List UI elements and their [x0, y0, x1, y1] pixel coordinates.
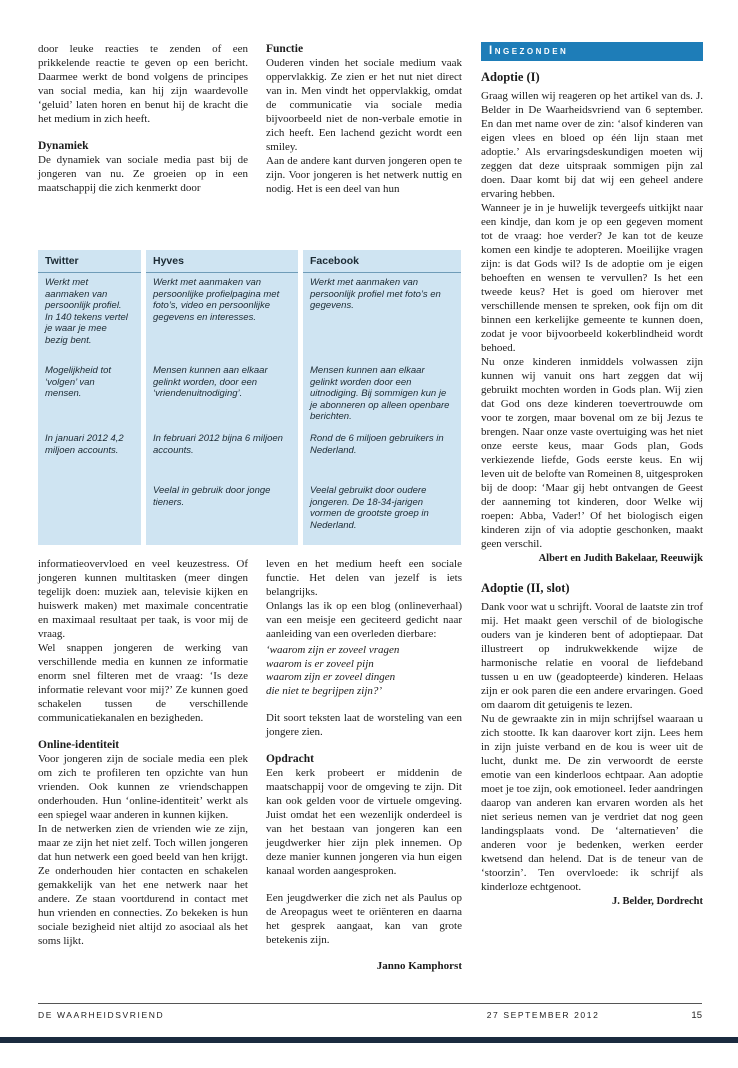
- table-cell-facebook-connect: Mensen kunnen aan elkaar gelinkt worden door een uitnodiging. Bij sommigen kun je je abonneren op alleen openbare berichten.: [303, 361, 461, 429]
- article-paragraph: door leuke reacties te zenden of een prikkelende reactie te geven op een bericht. Daarmee werkt de bond volgens de principes van social media, kan hij zijn waardevolle ‘geluid’ laten horen en benut hij de kracht die het medium in zich heeft.: [38, 43, 248, 125]
- section-heading-online-identiteit: Online-identiteit: [38, 739, 120, 751]
- footer-magazine-name: DE WAARHEIDSVRIEND: [38, 1010, 165, 1020]
- letter-adoptie-2: [481, 581, 703, 907]
- poem-line: ‘waarom zijn er zoveel vragen: [266, 644, 400, 656]
- letter-paragraph: Nu de gewraakte zin in mijn schrijfsel waaraan u zich stootte. Ik kan daarover kort zijn. Lees hem in zijn juiste verband en de kou is weer uit de lucht, dunkt me. De zin verwoordt de eerste emotie van een kinderloos echtpaar. Aan adoptie moet je toe zijn, ook emotioneel. Ieder aandringen daarop van anderen kan ervaren worden als het niet serieus nemen van je verdriet dat nog geen landingsplaats vond. De ‘alternatieven’ die anderen voor je bedenken, werken eerder kwetsend dan helend. Dat is de teneur van de ‘stoorzin’. Ten overvloede: ik schrijf als kinderloze echtgenoot.: [481, 713, 703, 893]
- article-paragraph: In de netwerken zien de vrienden wie ze zijn, maar ze zijn het niet zelf. Toch willen jongeren dat hun netwerk een goed beeld van hen krijgt. Ze onderhouden hier contacten en schakelen gemakkelijk van het ene netwerk naar het andere. Ze staan voortdurend in contact met hun vrienden en connecties. Zo bekeken is hun sociale bezigheid niet altijd zo asociaal als het soms lijkt.: [38, 823, 248, 947]
- ingezonden-section-label: Ingezonden: [489, 45, 569, 57]
- page-footer: [38, 1010, 702, 1021]
- table-cell-hyves-connect: Mensen kunnen aan elkaar gelinkt worden, door een ‘vriendenuitnodiging’.: [146, 361, 298, 429]
- letters-column: [481, 42, 703, 907]
- letter-paragraph: Dank voor wat u schrijft. Vooral de laatste zin trof mij. Het maakt geen verschil of de biologische ouders van je kinderen bent of adoptiepaar. Dat illustreert op indrukwekkende wijze de harmonische relatie en vooral de liefdeband tussen u en uw (geadopteerde) kinderen. Helaas zijn er ook paren die een andere ervaringen. Goed om daarom dit getuigenis te lezen.: [481, 601, 703, 711]
- article-paragraph: Onlangs las ik op een blog (onlineverhaal) van een meisje een geciteerd gedicht naar aanleiding van een overleden dierbare:: [266, 600, 462, 640]
- letter-paragraph: Graag willen wij reageren op het artikel van ds. J. Belder in De Waarheidsvriend van 6 september. En dan met name over de zin: ‘alsof kinderen van eigen vlees en bloed op één lijn staan met adoptie.’ Als ervaringsdeskundigen moeten wij zeggen dat deze uitspraak sommigen pijn zal doen. Daar komt bij dat wij een geheel andere ervaring hebben.: [481, 90, 703, 200]
- article-column-left-lower: [38, 557, 248, 972]
- article-paragraph: Een jeugdwerker die zich net als Paulus op de Areopagus weet te oriënteren en daarna het gesprek aangaat, kan van grote betekenis zijn.: [266, 892, 462, 946]
- letter-title: Adoptie (I): [481, 70, 540, 84]
- poem-line: die niet te begrijpen zijn?’: [266, 684, 383, 697]
- letter-title: Adoptie (II, slot): [481, 581, 570, 595]
- quoted-poem: [266, 644, 462, 698]
- table-header-twitter: Twitter: [38, 250, 141, 273]
- table-header-hyves: Hyves: [146, 250, 298, 273]
- article-paragraph: Aan de andere kant durven jongeren open te zijn. Voor jongeren is het netwerk nuttig en nodig. Het is een deel van hun: [266, 155, 462, 195]
- table-cell-hyves-accounts: In februari 2012 bijna 6 miljoen accounts.: [146, 429, 298, 481]
- letter-signature: J. Belder, Dordrecht: [612, 896, 703, 907]
- article-paragraph: informatieovervloed en veel keuzestress. Of jongeren kunnen multitasken (meer dingen tegelijk doen: muziek aan, televisie kijken en huiswerk maken) met maximale concentratie en maximaal resultaat per taak, is voor mij de vraag.: [38, 558, 248, 640]
- table-cell-twitter-accounts: In januari 2012 4,2 miljoen accounts.: [38, 429, 141, 481]
- article-paragraph: Dit soort teksten laat de worsteling van een jongere zien.: [266, 712, 462, 738]
- table-cell-facebook-profile: Werkt met aanmaken van persoonlijk profiel met foto’s en gegevens.: [303, 273, 461, 361]
- footer-page-number: 15: [691, 1010, 702, 1021]
- article-paragraph: Ouderen vinden het sociale medium vaak oppervlakkig. Ze zien er het nut niet direct van in. Men vindt het oppervlakkig, omdat de communicatie via sociale media bijvoorbeeld niet de non-verbale emotie in zich heeft. Een lachend gezicht wordt een smiley.: [266, 57, 462, 153]
- section-heading-opdracht: Opdracht: [266, 753, 314, 765]
- ingezonden-section-header: [481, 42, 703, 61]
- table-cell-twitter-connect: Mogelijkheid tot ‘volgen’ van mensen.: [38, 361, 141, 429]
- article-paragraph: Voor jongeren zijn de sociale media een plek om zich te profileren ten opzichte van hun vrienden. Ook kunnen ze vriendschappen onderhouden. Hun ‘online-identiteit’ werkt als een spiegel waar anderen in kunnen kijken.: [38, 753, 248, 821]
- article-paragraph: Een kerk probeert er middenin de maatschappij voor de omgeving te zijn. Dit kan ook gelden voor de virtuele omgeving. Juist omdat het een wezenlijk onderdeel is van het bestaan van jongeren kan een jeugdwerker hier zijn plek innemen. Op deze manier kunnen jongeren via hun eigen kanaal worden aangesproken.: [266, 767, 462, 877]
- footer-divider-rule: [38, 1003, 702, 1004]
- article-paragraph: De dynamiek van sociale media past bij de jongeren van nu. Ze groeien op in een maatschappij die zich kenmerkt door: [38, 154, 248, 194]
- article-author: Janno Kamphorst: [376, 960, 462, 972]
- article-column-middle-lower: [266, 557, 462, 972]
- article-paragraph: leven en het medium heeft een sociale functie. Het delen van jezelf is iets belangrijks.: [266, 558, 462, 598]
- section-heading-functie: Functie: [266, 43, 304, 55]
- article-column-left: [38, 42, 248, 240]
- footer-date: 27 SEPTEMBER 2012: [486, 1010, 600, 1020]
- table-cell-hyves-users: Veelal in gebruik door jonge tieners.: [146, 481, 298, 545]
- table-cell-facebook-accounts: Rond de 6 miljoen gebruikers in Nederland.: [303, 429, 461, 481]
- article-column-middle: [266, 42, 462, 240]
- social-media-comparison-table: [38, 250, 462, 545]
- letter-paragraph: Wanneer je in je huwelijk tevergeefs uitkijkt naar een kindje, dan kom je op een gegeven moment tot de vraag: hoe verder? Je kan tot de keuze komen een kindje te adopteren. Moeilijke vragen zijn: is dat Gods wil? Is de adoptie om je eigen behoeften en wensen te vervullen? Is het een tweede keus? Het is goed om hierover met verschillende mensen te spreken, ook fijn om dit binnen een kerkelijke gemeente te kunnen doen, zodat je voor bijvoorbeeld kokerblindheid wordt behoed.: [481, 202, 703, 354]
- table-cell-facebook-users: Veelal gebruikt door oudere jongeren. De 18-34-jarigen vormen de grootste groep in Nederland.: [303, 481, 461, 545]
- section-heading-dynamiek: Dynamiek: [38, 140, 89, 152]
- letter-paragraph: Nu onze kinderen inmiddels volwassen zijn kunnen wij vanuit ons hart zeggen dat wij gebruikt mochten worden in Gods plan. Wij zien dat God ons deze kinderen toevertrouwde om voor te zorgen, maar bovenal om ze bij Jezus te brengen. Naar onze vaste overtuiging was het niet onze eerste keus, maar Gods plan, Gods verkiezende liefde, Gods eerste keus. En wij leven uit de belofte van Romeinen 8, uitgesproken bij de doop: ‘Maar gij hebt ontvangen de Geest der aanneming tot kinderen, door Welke wij roepen: Abba, Vader!’ Of het biologisch eigen kinderen zijn of via adoptie geschonken, maakt geen verschil.: [481, 356, 703, 550]
- article-area: [38, 42, 462, 972]
- letter-signature: Albert en Judith Bakelaar, Reeuwijk: [538, 553, 703, 564]
- poem-line: waarom zijn er zoveel dingen: [266, 671, 396, 683]
- table-cell-twitter-profile: Werkt met aanmaken van persoonlijk profiel. In 140 tekens vertel je waar je mee bezig bent.: [38, 273, 141, 361]
- article-top-row: [38, 42, 462, 240]
- article-bottom-row: [38, 557, 462, 972]
- letter-adoptie-1: [481, 70, 703, 564]
- article-paragraph: Wel snappen jongeren de werking van verschillende media en kunnen ze informatie enorm snel filteren met de vraag: ‘Is deze informatie relevant voor mij?’ Ze kunnen goed schakelen tussen de verschillende communicatiekanalen en bezigheden.: [38, 642, 248, 724]
- page-bottom-bar: [0, 1037, 738, 1043]
- table-cell-twitter-users: [38, 481, 141, 545]
- poem-line: waarom is er zoveel pijn: [266, 657, 374, 670]
- table-header-facebook: Facebook: [303, 250, 461, 273]
- table-cell-hyves-profile: Werkt met aanmaken van persoonlijke profielpagina met foto’s, video en persoonlijke gegevens en interesses.: [146, 273, 298, 361]
